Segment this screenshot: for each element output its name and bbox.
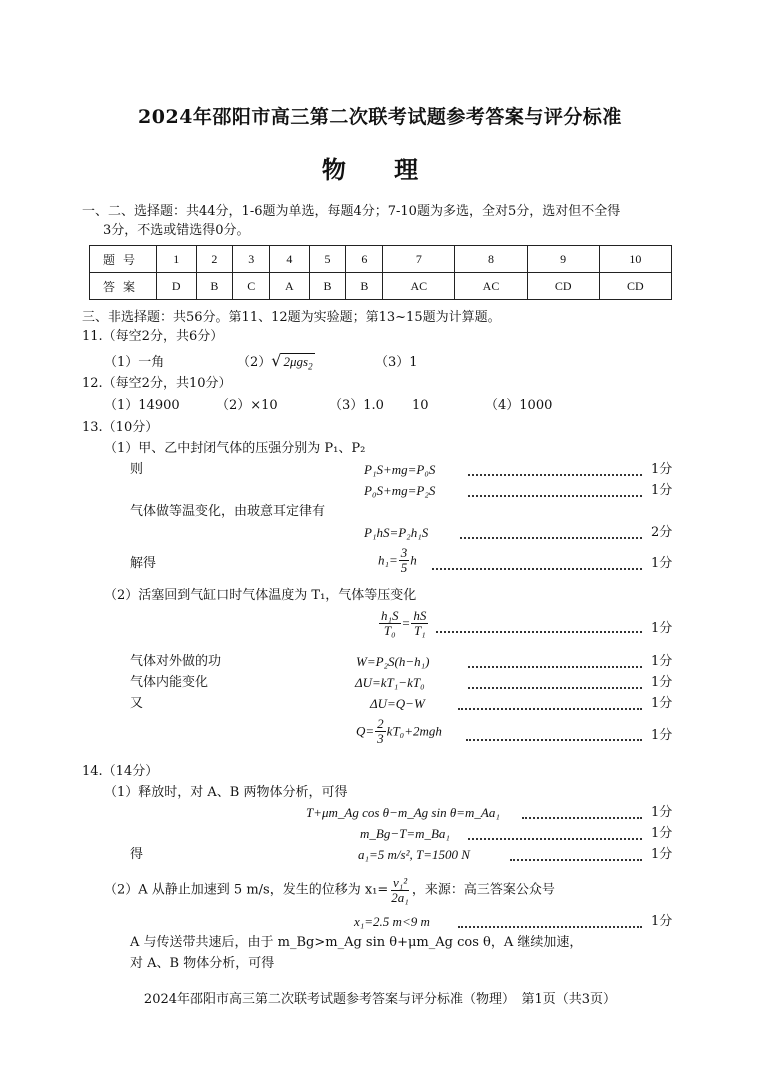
q13-equation-8: ΔU=Q−W bbox=[370, 696, 425, 711]
dot-leader bbox=[466, 739, 642, 741]
score-label: 1分 bbox=[651, 826, 673, 841]
q11-answer-2-radicand bbox=[281, 353, 314, 372]
table-cell: B bbox=[309, 273, 346, 300]
subject-title: 物 理 bbox=[321, 155, 439, 184]
section3-line: 三、非选择题：共56分。第11、12题为实验题；第13~15题为计算题。 bbox=[82, 310, 501, 325]
table-cell: C bbox=[233, 273, 270, 300]
denominator: T₀ bbox=[383, 623, 396, 638]
table-cell: 7 bbox=[383, 246, 455, 273]
numerator: v₁² bbox=[392, 875, 408, 890]
score-label: 1分 bbox=[651, 621, 673, 636]
q14-equation-3: a₁=5 m/s², T=1500 N bbox=[358, 847, 470, 862]
score-label: 1分 bbox=[651, 462, 673, 477]
q11-heading: 11.（每空2分，共6分） bbox=[82, 329, 224, 344]
q14-de: 得 bbox=[130, 847, 144, 862]
denominator: 3 bbox=[377, 731, 384, 746]
numerator: 2 bbox=[377, 716, 384, 731]
q13-jiede: 解得 bbox=[130, 556, 157, 571]
q12-answer-3: （3）1.0 bbox=[329, 398, 384, 413]
q14-equation-4: x₁=2.5 m<9 m bbox=[354, 914, 430, 929]
table-cell: 4 bbox=[270, 246, 310, 273]
q14-part4-line: 对 A、B 物体分析，可得 bbox=[130, 956, 275, 971]
score-label: 1分 bbox=[651, 483, 673, 498]
score-label: 1分 bbox=[651, 805, 673, 820]
eq4-rhs: h bbox=[410, 552, 417, 568]
part2-text-a: （2）A 从静止加速到 5 m/s，发生的位移为 x₁= bbox=[104, 882, 389, 898]
eq9-lhs: Q= bbox=[356, 723, 375, 739]
q13-you: 又 bbox=[130, 696, 144, 711]
q13-equation-3: P₁hS=P₂h₁S bbox=[364, 525, 429, 540]
radicand-text: 2μgs bbox=[283, 354, 309, 369]
answer-table bbox=[89, 245, 672, 300]
score-label: 1分 bbox=[651, 847, 673, 862]
table-cell: 6 bbox=[346, 246, 383, 273]
numerator: h₁S bbox=[381, 608, 399, 623]
q13-part1-intro: （1）甲、乙中封闭气体的压强分别为 P₁、P₂ bbox=[104, 441, 366, 456]
page-footer: 2024年邵阳市高三第二次联考试题参考答案与评分标准（物理） 第1页（共3页） bbox=[143, 992, 617, 1007]
dot-leader bbox=[510, 859, 642, 861]
dot-leader bbox=[468, 474, 642, 476]
denominator: 2a₁ bbox=[391, 890, 409, 905]
table-cell: AC bbox=[455, 273, 527, 300]
q13-equation-5 bbox=[378, 609, 429, 638]
fraction bbox=[375, 717, 386, 746]
score-label: 2分 bbox=[651, 525, 673, 540]
score-label: 1分 bbox=[651, 675, 673, 690]
q13-isothermal-text: 气体做等温变化，由玻意耳定律有 bbox=[130, 504, 326, 519]
q13-equation-2: P₀S+mg=P₂S bbox=[364, 483, 436, 498]
score-label: 1分 bbox=[651, 556, 673, 571]
q12-answer-4: （4）1000 bbox=[485, 398, 553, 413]
dot-leader bbox=[458, 708, 642, 710]
dot-leader bbox=[468, 838, 642, 840]
dot-leader bbox=[460, 537, 642, 539]
table-cell: 9 bbox=[527, 246, 599, 273]
sqrt-icon: √ bbox=[271, 351, 282, 370]
document-title: 2024年邵阳市高三第二次联考试题参考答案与评分标准 bbox=[138, 106, 622, 128]
dot-leader bbox=[436, 631, 642, 633]
q13-energy-label: 气体内能变化 bbox=[130, 675, 209, 690]
score-label: 1分 bbox=[651, 728, 673, 743]
score-label: 1分 bbox=[651, 914, 673, 929]
q11-answer-2-label: （2） bbox=[237, 355, 272, 370]
fraction bbox=[379, 609, 401, 638]
q13-equation-7: ΔU=kT₁−kT₀ bbox=[355, 675, 425, 690]
dot-leader bbox=[522, 817, 642, 819]
q14-heading: 14.（14分） bbox=[82, 764, 159, 779]
fraction bbox=[399, 546, 410, 575]
table-cell: D bbox=[157, 273, 197, 300]
q12-answer-2: （2）×10 bbox=[216, 398, 278, 413]
table-cell: 3 bbox=[233, 246, 270, 273]
q13-equation-1: P₁S+mg=P₀S bbox=[364, 462, 436, 477]
q11-answer-2 bbox=[237, 352, 315, 376]
denominator: 5 bbox=[400, 560, 408, 575]
answer-table-row-numbers bbox=[90, 246, 672, 273]
numerator: hS bbox=[413, 608, 427, 623]
q14-part1-intro: （1）释放时，对 A、B 两物体分析，可得 bbox=[104, 785, 348, 800]
table-cell: 2 bbox=[196, 246, 233, 273]
q13-equation-9 bbox=[356, 717, 442, 746]
q13-heading: 13.（10分） bbox=[82, 420, 159, 435]
table-cell: A bbox=[270, 273, 310, 300]
table-cell: 10 bbox=[599, 246, 671, 273]
q14-part2-line bbox=[104, 876, 555, 905]
section1-line1: 一、二、选择题：共44分，1-6题为单选，每题4分；7-10题为多选，全对5分，选对但不全得 bbox=[82, 204, 621, 219]
score-label: 1分 bbox=[651, 696, 673, 711]
q12-answer-3b: 10 bbox=[412, 398, 429, 413]
dot-leader bbox=[468, 495, 642, 497]
table-cell: AC bbox=[383, 273, 455, 300]
q11-answer-3: （3）1 bbox=[375, 355, 418, 370]
q11-answer-1: （1）一角 bbox=[104, 355, 165, 370]
eq4-lhs: h₁= bbox=[378, 552, 398, 568]
table-cell: 5 bbox=[309, 246, 346, 273]
dot-leader bbox=[468, 687, 642, 689]
numerator: 3 bbox=[400, 545, 408, 560]
eq9-rhs: kT₀+2mgh bbox=[386, 723, 442, 739]
fraction bbox=[389, 876, 411, 905]
dot-leader bbox=[432, 568, 642, 570]
denominator: T₁ bbox=[413, 623, 426, 638]
q13-ze: 则 bbox=[130, 462, 144, 477]
q12-answer-1: （1）14900 bbox=[104, 398, 180, 413]
q13-equation-6: W=P₂S(h−h₁) bbox=[356, 654, 430, 669]
q13-equation-4 bbox=[378, 546, 417, 575]
row-label-number: 题号 bbox=[90, 246, 157, 273]
row-label-answer: 答案 bbox=[90, 273, 157, 300]
q13-work-label: 气体对外做的功 bbox=[130, 654, 222, 669]
answer-table-row-answers bbox=[90, 273, 672, 300]
table-cell: CD bbox=[527, 273, 599, 300]
table-cell: B bbox=[196, 273, 233, 300]
score-label: 1分 bbox=[651, 654, 673, 669]
radicand-subscript: 2 bbox=[308, 361, 313, 372]
q14-part3-line: A 与传送带共速后，由于 m_Bg>m_Ag sin θ+μm_Ag cos θ，A 继续加速， bbox=[130, 935, 583, 950]
section1-line2: 3分，不选或错选得0分。 bbox=[103, 223, 250, 238]
q13-part2-intro: （2）活塞回到气缸口时气体温度为 T₁，气体等压变化 bbox=[104, 588, 417, 603]
equals-sign: = bbox=[401, 615, 411, 631]
dot-leader bbox=[458, 926, 642, 928]
q14-equation-1: T+μm_Ag cos θ−m_Ag sin θ=m_Aa₁ bbox=[306, 805, 500, 820]
table-cell: 1 bbox=[157, 246, 197, 273]
table-cell: CD bbox=[599, 273, 671, 300]
part2-text-b: ，来源：高三答案公众号 bbox=[411, 882, 555, 898]
fraction bbox=[411, 609, 428, 638]
q14-equation-2: m_Bg−T=m_Ba₁ bbox=[360, 826, 450, 841]
dot-leader bbox=[468, 666, 642, 668]
table-cell: B bbox=[346, 273, 383, 300]
q12-heading: 12.（每空2分，共10分） bbox=[82, 376, 232, 391]
table-cell: 8 bbox=[455, 246, 527, 273]
